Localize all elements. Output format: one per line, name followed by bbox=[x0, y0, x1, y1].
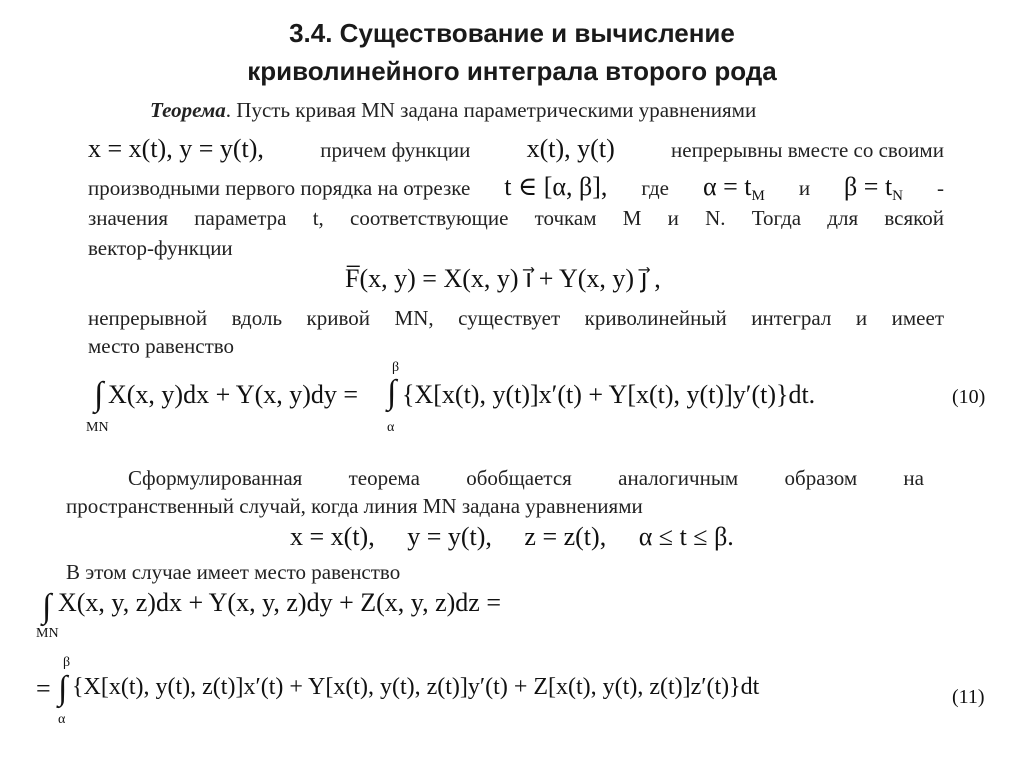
integral-sign-lhs-11: ∫ bbox=[42, 588, 52, 625]
theorem-line-3 bbox=[88, 172, 944, 205]
theorem-line-6: непрерывной вдоль кривой MN, существует криволинейный интеграл и имеет bbox=[88, 306, 944, 330]
integral-sign-lhs-10: ∫ bbox=[94, 376, 104, 413]
beta-eq bbox=[844, 172, 903, 205]
eq10-lhs: X(x, y)dx + Y(x, y)dy = bbox=[108, 380, 359, 409]
theorem-line-1 bbox=[150, 98, 756, 123]
alpha-eq-sub: M bbox=[751, 188, 765, 204]
beta-eq-sub: N bbox=[892, 188, 904, 204]
para2-line-1: Сформулированная теорема обобщается аналогичным образом на bbox=[128, 466, 924, 490]
integral-lower-rhs-11: α bbox=[58, 712, 66, 727]
equation-number-11: (11) bbox=[952, 686, 985, 708]
theorem-line-3-dash: - bbox=[937, 176, 944, 200]
eq11-equals: = bbox=[36, 674, 51, 703]
integral-sign-rhs-10: ∫ bbox=[387, 374, 397, 411]
vector-function-eq: F̅(x, y) = X(x, y) i⃗ + Y(x, y) j⃗ , bbox=[345, 264, 661, 293]
integral-lower-lhs-10: MN bbox=[86, 420, 109, 435]
title-line-1: 3.4. Существование и вычисление bbox=[289, 18, 735, 48]
integral-upper-rhs-11: β bbox=[63, 655, 71, 670]
eq11-lhs: X(x, y, z)dx + Y(x, y, z)dy + Z(x, y, z)dz = bbox=[58, 588, 502, 617]
theorem-label: Теорема bbox=[150, 98, 226, 122]
segment-math: t ∈ [α, β], bbox=[504, 172, 608, 201]
eq11-rhs: {X[x(t), y(t), z(t)]x′(t) + Y[x(t), y(t), z(t)]y′(t) + Z[x(t), y(t), z(t)]z′(t)}dt bbox=[72, 674, 760, 700]
beta-eq-main: β = t bbox=[844, 172, 893, 201]
integral-sign-rhs-11: ∫ bbox=[58, 670, 68, 707]
eq10-rhs: {X[x(t), y(t)]x′(t) + Y[x(t), y(t)]y′(t)}dt. bbox=[402, 380, 816, 409]
integral-lower-rhs-10: α bbox=[387, 420, 395, 435]
theorem-line-3-text: производными первого порядка на отрезке bbox=[88, 176, 471, 200]
param-eq-xy: x = x(t), y = y(t), bbox=[88, 134, 264, 163]
alpha-eq bbox=[703, 172, 765, 205]
theorem-line-2-text: причем функции bbox=[320, 138, 471, 162]
para2-line-3: В этом случае имеет место равенство bbox=[66, 560, 401, 584]
theorem-line-7: место равенство bbox=[88, 334, 235, 358]
integral-lower-lhs-11: MN bbox=[36, 626, 59, 641]
theorem-line-3-where: где bbox=[641, 176, 669, 200]
param-eq-xyz: x = x(t), y = y(t), z = z(t), α ≤ t ≤ β. bbox=[290, 522, 734, 551]
theorem-line-2 bbox=[88, 134, 944, 164]
equation-number-10: (10) bbox=[952, 386, 986, 408]
theorem-line-1-text: . Пусть кривая MN задана параметрическими уравнениями bbox=[225, 98, 757, 122]
theorem-line-4: значения параметра t, соответствующие точкам M и N. Тогда для всякой bbox=[88, 206, 944, 230]
functions-xy: x(t), y(t) bbox=[526, 134, 615, 163]
slide-title bbox=[0, 14, 1024, 90]
title-line-2: криволинейного интеграла второго рода bbox=[247, 56, 777, 86]
para2-line-2: пространственный случай, когда линия MN задана уравнениями bbox=[66, 494, 643, 518]
theorem-line-5: вектор-функции bbox=[88, 236, 233, 260]
integral-upper-rhs-10: β bbox=[392, 360, 400, 375]
alpha-eq-main: α = t bbox=[702, 172, 752, 201]
theorem-line-3-and: и bbox=[798, 176, 811, 200]
theorem-line-2-text2: непрерывны вместе со своими bbox=[671, 138, 944, 162]
